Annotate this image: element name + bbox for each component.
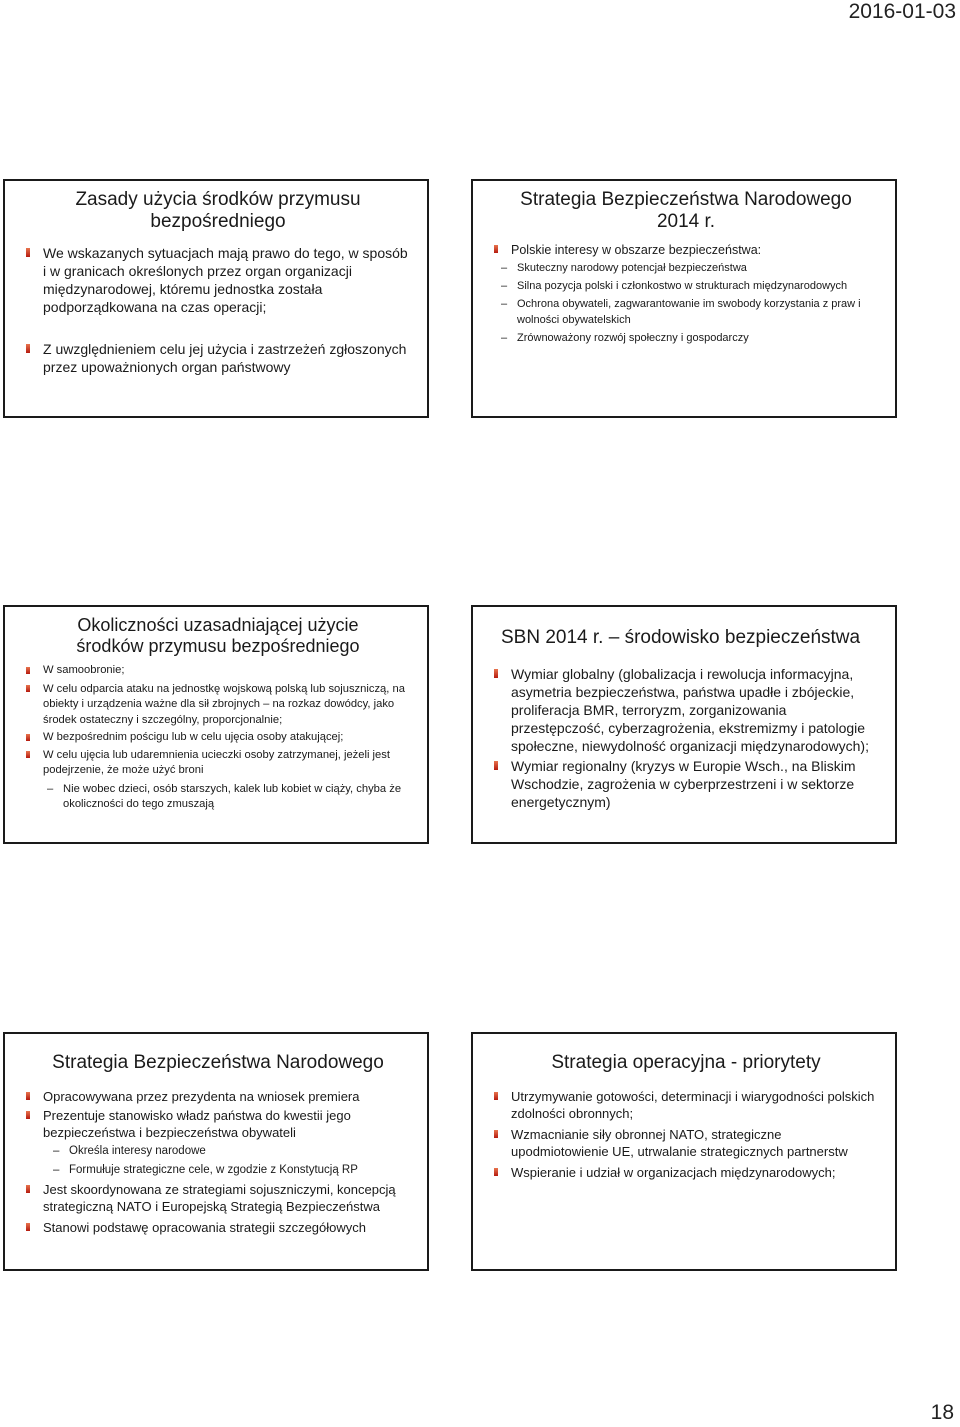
slide-3-sub-1: – Nie wobec dzieci, osób starszych, kalek lub kobiet w ciąży, chyba że okoliczności do tego zmuszają [37, 782, 413, 813]
slide-2-sub-4: – Zrównoważony rozwój społeczny i gospodarczy [491, 330, 881, 346]
slide-2-bullet-1: Polskie interesy w obszarze bezpieczeństwa: – Skuteczny narodowy potencjał bezpieczeństwa – Silna pozycja polski i członkostwo w strukturach międzynarodowych – Ochrona obywateli, zagwarantowanie im swobody korzystania z praw i wolności obywatelskich – Zrównoważony rozwój społeczny i gospodarczy [491, 242, 881, 346]
slide-5-sub-1: – Określa interesy narodowe [43, 1143, 413, 1160]
slide-5 [3, 1032, 429, 1271]
page-date: 2016-01-03 [848, 0, 956, 23]
slide-5-sub-2: – Formułuje strategiczne cele, w zgodzie z Konstytucją RP [43, 1162, 413, 1179]
slide-3-subbullets [37, 782, 413, 813]
slide-4 [471, 605, 897, 844]
slide-6-bullets [491, 1088, 881, 1181]
slide-6-bullet-1: Utrzymywanie gotowości, determinacji i wiarygodności polskich zdolności obronnych; [491, 1088, 881, 1122]
slide-1-title: Zasady użycia środków przymusu bezpośredniego [75, 189, 361, 233]
slide-2-subbullets [491, 260, 881, 346]
slide-1-bullet-1: We wskazanych sytuacjach mają prawo do tego, w sposób i w granicach określonych przez organ organizacji międzynarodowej, któremu jednostka została podporządkowana na czas operacji; [23, 244, 413, 316]
slide-3 [3, 605, 429, 844]
slide-4-bullet-1: Wymiar globalny (globalizacja i rewolucja informacyjna, asymetria bezpieczeństwa, państwa upadłe i zbójeckie, proliferacja BMR, terroryzm, zorganizowania przestępczość, cyberzagrożenia, ekstremizmy i patologie społeczne, niewydolność organizacji międzynarodowych); [491, 665, 881, 755]
slide-3-title: Okoliczności uzasadniającej użycie środków przymusu bezpośredniego [76, 615, 360, 657]
slide-1-bullet-2: Z uwzględnieniem celu jej użycia i zastrzeżeń zgłoszonych przez upoważnionych organ państwowy [23, 340, 413, 376]
page-number: 18 [930, 1401, 954, 1424]
slide-2-sub-1: – Skuteczny narodowy potencjał bezpieczeństwa [491, 260, 881, 276]
slide-5-bullet-4: Stanowi podstawę opracowania strategii szczegółowych [23, 1219, 413, 1236]
slide-3-bullet-1: W samoobronie; [23, 663, 413, 679]
slide-5-bullet-2: Prezentuje stanowisko władz państwa do kwestii jego bezpieczeństwa i bezpieczeństwa obywateli – Określa interesy narodowe – Formułuje strategiczne cele, w zgodzie z Konstytucją RP [23, 1107, 413, 1179]
slide-3-bullets [23, 663, 413, 813]
slide-4-bullet-2: Wymiar regionalny (kryzys w Europie Wsch., na Bliskim Wschodzie, zagrożenia w cyberprzestrzeni i w sektorze energetycznym) [491, 757, 881, 811]
slide-2-sub-2: – Silna pozycja polski i członkostwo w strukturach międzynarodowych [491, 278, 881, 294]
slide-2 [471, 179, 897, 418]
slide-2-sub-3: – Ochrona obywateli, zagwarantowanie im swobody korzystania z praw i wolności obywatelskich [491, 296, 881, 328]
slide-6-bullet-2: Wzmacnianie siły obronnej NATO, strategiczne upodmiotowienie UE, utrwalanie strategicznych partnerstw [491, 1126, 881, 1160]
slide-6-title: Strategia operacyjna - priorytety [551, 1052, 821, 1073]
slide-5-bullet-3: Jest skoordynowana ze strategiami sojuszniczymi, koncepcją strategiczną NATO i Europejską Strategią Bezpieczeństwa [23, 1181, 413, 1215]
slide-1-bullets [23, 244, 413, 376]
slide-5-title: Strategia Bezpieczeństwa Narodowego [52, 1052, 384, 1073]
slide-3-bullet-3: W bezpośrednim pościgu lub w celu ujęcia osoby atakującej; [23, 730, 413, 746]
slide-4-bullets [491, 665, 881, 811]
slide-6-bullet-3: Wspieranie i udział w organizacjach międzynarodowych; [491, 1164, 881, 1181]
slide-3-bullet-4: W celu ujęcia lub udaremnienia ucieczki osoby zatrzymanej, jeżeli jest podejrzenie, że może użyć broni – Nie wobec dzieci, osób starszych, kalek lub kobiet w ciąży, chyba że okoliczności do tego zmuszają [23, 748, 413, 813]
slide-2-bullets [491, 242, 881, 346]
slide-3-bullet-2: W celu odparcia ataku na jednostkę wojskową polską lub sojuszniczą, na obiekty i urządzenia ważne dla sił zbrojnych – na rozkaz dowódcy, jako środek ostateczny i szczególny, proporcjonalnie; [23, 682, 413, 729]
slide-5-bullet-1: Opracowywana przez prezydenta na wniosek premiera [23, 1088, 413, 1105]
slide-6 [471, 1032, 897, 1271]
slide-1 [3, 179, 429, 418]
slide-5-subbullets [43, 1143, 413, 1179]
slide-4-title: SBN 2014 r. – środowisko bezpieczeństwa [501, 627, 861, 648]
slide-2-title: Strategia Bezpieczeństwa Narodowego 2014 r. [520, 189, 852, 233]
slide-5-bullets [23, 1088, 413, 1236]
